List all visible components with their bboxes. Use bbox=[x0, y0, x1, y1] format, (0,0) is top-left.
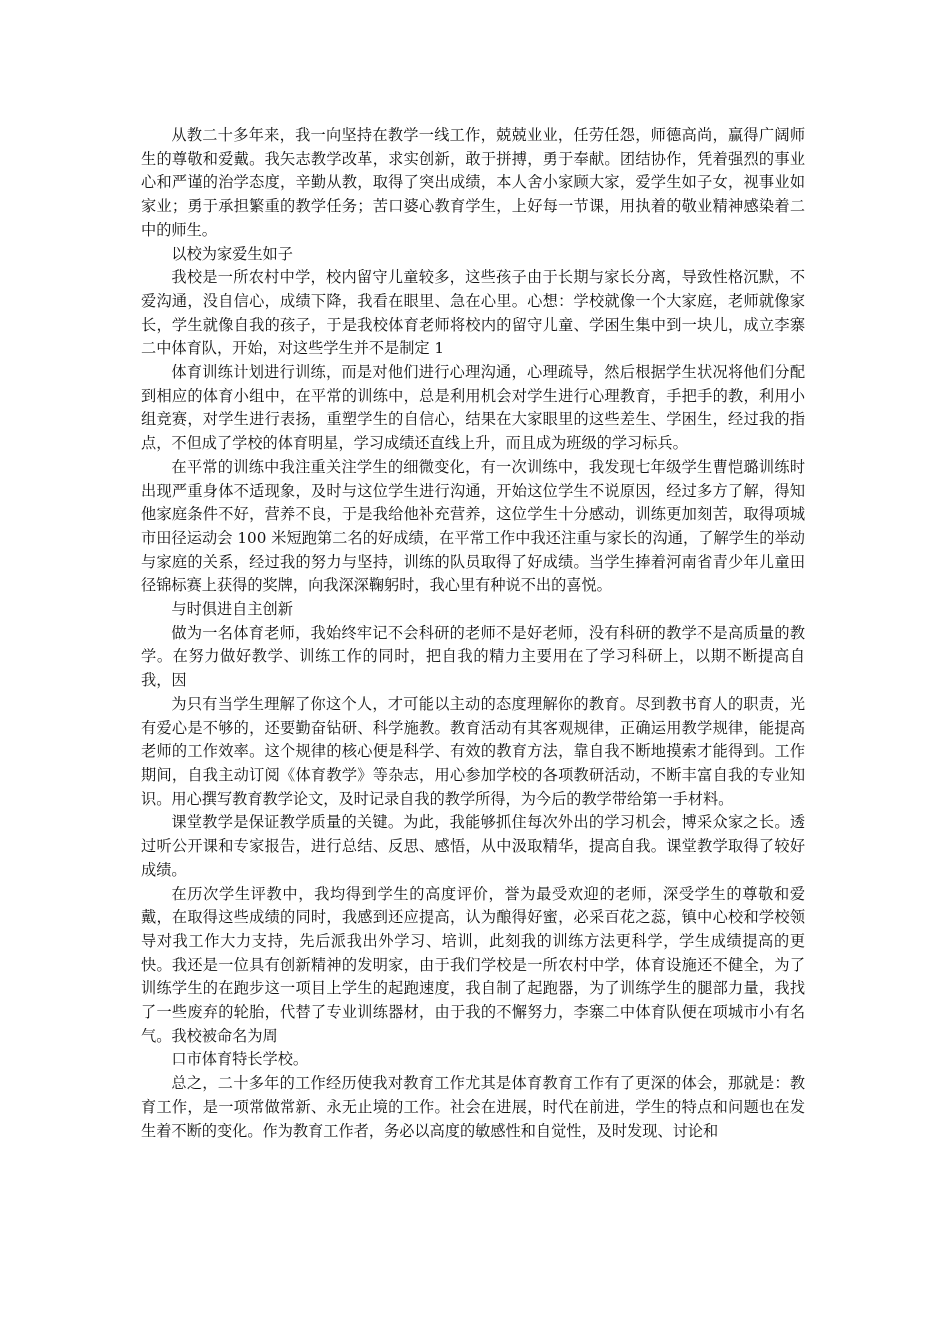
section-heading-school-as-home: 以校为家爱生如子 bbox=[171, 244, 293, 263]
paragraph-training-plan: 体育训练计划进行训练，而是对他们进行心理沟通，心理疏导，然后根据学生状况将他们分配到相应的体育小组中，在平常的训练中，总是利用机会对学生进行心理教育，手把手的教，利用小组竞赛，对学生进行表扬，重塑学生的自信心，结果在大家眼里的这些差生、学困生，经过我的指点，不但成了学校的体育明星，学习成绩还直线上升，而且成为班级的学习标兵。 bbox=[141, 363, 805, 453]
paragraph-teaching-methods: 为只有当学生理解了你这个人，才可能以主动的态度理解你的教育。尽到教书育人的职责，光有爱心是不够的，还要勤奋钻研、科学施教。教育活动有其客观规律，正确运用教学规律，能提高老师的工作效率。这个规律的核心便是科学、有效的教育方法，靠自我不断地摸索才能得到。工作期间，自我主动订阅《体育教学》等杂志，用心参加学校的各项教研活动，不断丰富自我的专业知识。用心撰写教育教学论文，及时记录自我的教学所得，为今后的教学带给第一手材料。 bbox=[141, 694, 805, 808]
paragraph-sports-school: 口市体育特长学校。 bbox=[171, 1050, 309, 1069]
paragraph-classroom-teaching: 课堂教学是保证教学质量的关键。为此，我能够抓住每次外出的学习机会，博采众家之长。透过听公开课和专家报告，进行总结、反思、感悟，从中汲取精华，提高自我。课堂教学取得了较好成绩。 bbox=[141, 813, 805, 879]
paragraph-intro: 从教二十多年来，我一向坚持在教学一线工作，兢兢业业，任劳任怨，师德高尚，赢得广阔师生的尊敬和爱戴。我矢志教学改革，求实创新，敢于拼搏，勇于奉献。团结协作，凭着强烈的事业心和严谨的治学态度，辛勤从教，取得了突出成绩，本人舍小家顾大家，爱学生如子女，视事业如家业；勇于承担繁重的教学任务；苦口婆心教育学生，上好每一节课，用执着的敬业精神感染着二中的师生。 bbox=[141, 126, 805, 239]
paragraph-summary: 总之，二十多年的工作经历使我对教育工作尤其是体育教育工作有了更深的体会，那就是：教育工作，是一项常做常新、永无止境的工作。社会在进展，时代在前进，学生的特点和问题也在发生着不断的变化。作为教育工作者，务必以高度的敏感性和自觉性，及时发现、讨论和 bbox=[141, 1074, 805, 1140]
paragraph-evaluation: 在历次学生评教中，我均得到学生的高度评价，誉为最受欢迎的老师，深受学生的尊敬和爱戴，在取得这些成绩的同时，我感到还应提高，认为酿得好蜜，必采百花之蕊，镇中心校和学校领导对我工作大力支持，先后派我出外学习、培训，此刻我的训练方法更科学，学生成绩提高的更快。我还是一位具有创新精神的发明家，由于我们学校是一所农村中学，体育设施还不健全，为了训练学生的在跑步这一项目上学生的起跑速度，我自制了起跑器，为了训练学生的腿部力量，我找了一些废弃的轮胎，代替了专业训练器材，由于我的不懈努力，李寨二中体育队便在项城市小有名气。我校被命名为周 bbox=[141, 884, 805, 1045]
paragraph-research: 做为一名体育老师，我始终牢记不会科研的老师不是好老师，没有科研的教学不是高质量的教学。在努力做好教学、训练工作的同时，把自我的精力主要用在了学习科研上，以期不断提高自我，因 bbox=[141, 623, 805, 690]
section-heading-innovation: 与时俱进自主创新 bbox=[171, 600, 293, 619]
paragraph-student-care: 在平常的训练中我注重关注学生的细微变化，有一次训练中，我发现七年级学生曹恺璐训练时出现严重身体不适现象，及时与这位学生进行沟通，开始这位学生不说原因，经过多方了解，得知他家庭条件不好，营养不良，于是我给他补充营养，这位学生十分感动，训练更加刻苦，取得项城市田径运动会 100 米短跑第二名的好成绩，在平常工作中我还注重与家长的沟通，了解学生的举动与家庭的关系，经过我的努力与坚持，训练的队员取得了好成绩。当学生捧着河南省青少年儿童田径锦标赛上获得的奖牌，向我深深鞠躬时，我心里有种说不出的喜悦。 bbox=[141, 457, 805, 595]
document-body bbox=[141, 124, 805, 1143]
paragraph-rural-school: 我校是一所农村中学，校内留守儿童较多，这些孩子由于长期与家长分离，导致性格沉默，不爱沟通，没自信心，成绩下降，我看在眼里、急在心里。心想：学校就像一个大家庭，老师就像家长，学生就像自我的孩子，于是我校体育老师将校内的留守儿童、学困生集中到一块儿，成立李寨二中体育队，开始，对这些学生并不是制定 1 bbox=[141, 268, 805, 358]
